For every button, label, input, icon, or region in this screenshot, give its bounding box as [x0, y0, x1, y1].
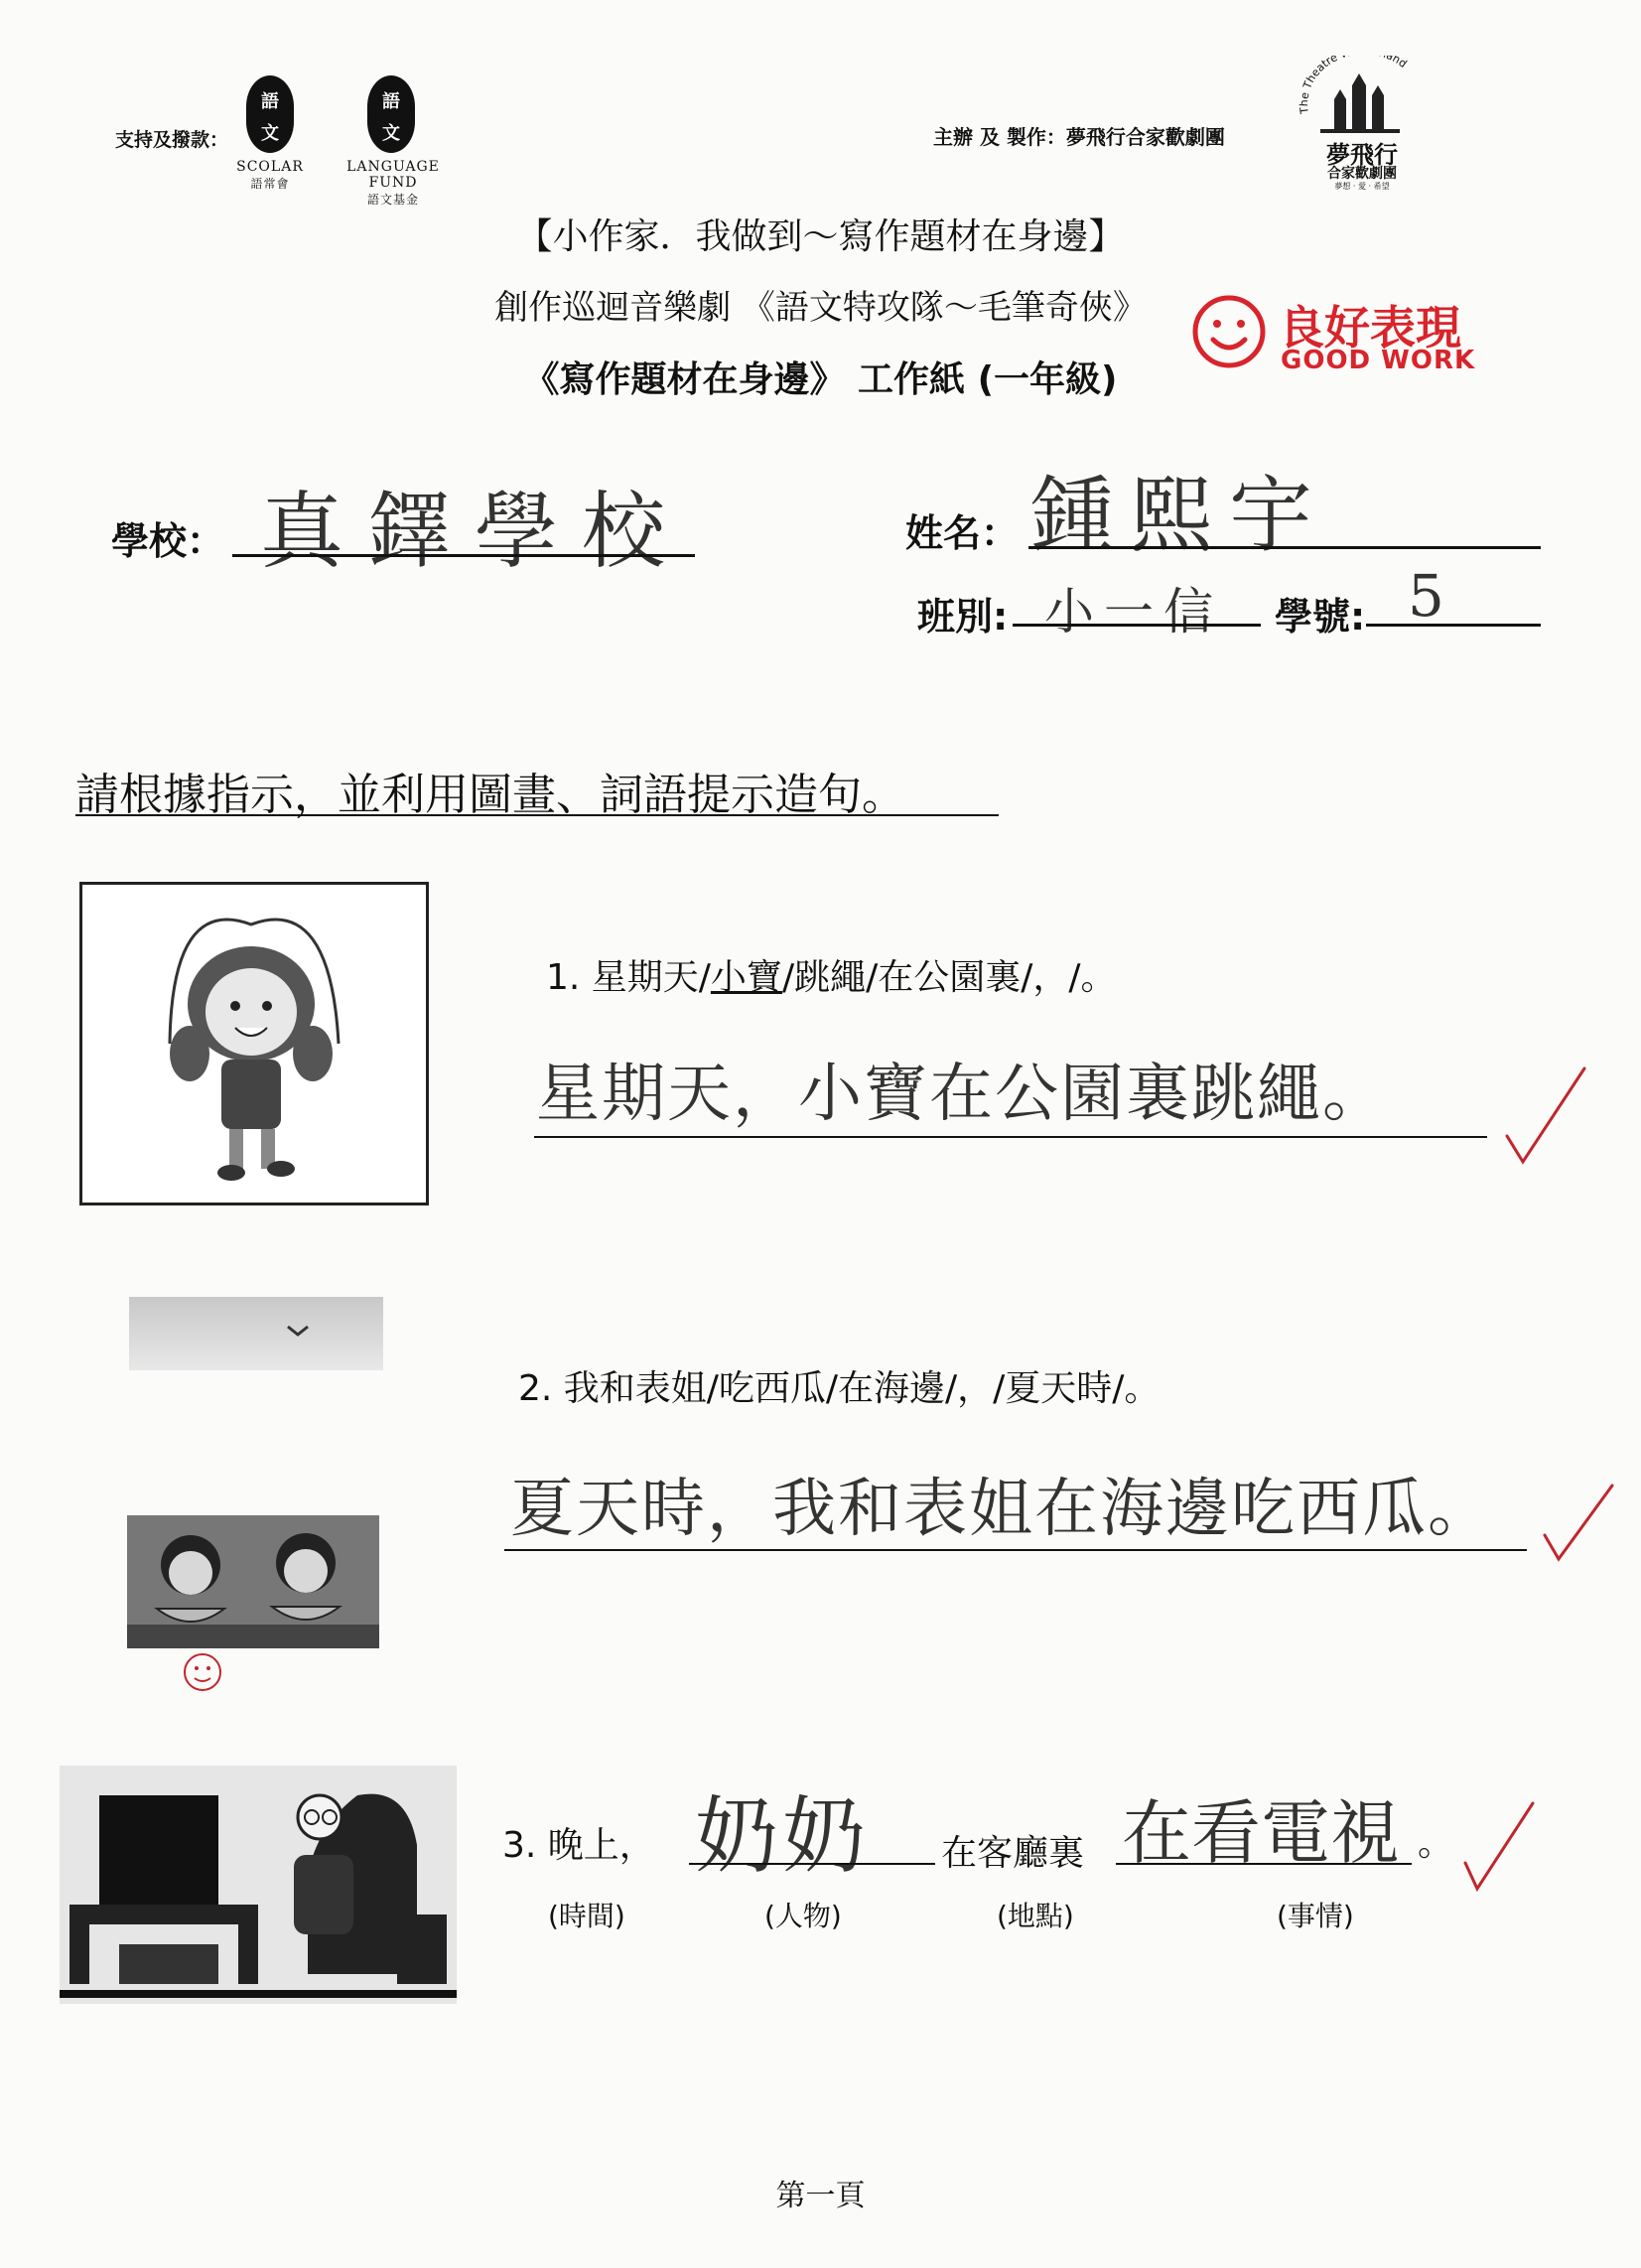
class-value[interactable]: 小一信	[1044, 583, 1223, 640]
support-label: 支持及撥款：	[115, 129, 229, 151]
troupe-logo-sub: 合家歡劇團	[1327, 166, 1397, 182]
school-value[interactable]: 真鐸學校	[260, 483, 690, 580]
school-label: 學校：	[111, 519, 225, 563]
instruction-text: 請根據指示，並利用圖畫、詞語提示造句。	[75, 770, 905, 820]
q1-answer-underline	[534, 1136, 1487, 1138]
title-line-1: 【小作家．我做到～寫作題材在身邊】	[516, 216, 1125, 257]
q3-prompt-start: 3. 晚上，	[502, 1825, 655, 1866]
school-underline	[232, 554, 695, 557]
bird-icon	[129, 1297, 383, 1370]
grandma-watching-tv-image	[60, 1766, 457, 2004]
title-line-3: 《寫作題材在身邊》 工作紙 (一年級)	[523, 359, 1118, 400]
name-value[interactable]: 鍾熙宇	[1030, 467, 1329, 564]
q3-answer-person[interactable]: 奶奶	[695, 1787, 871, 1885]
name-label: 姓名：	[905, 511, 1020, 555]
q1-prompt: 1. 星期天/小寶/跳繩/在公園裏/，/。	[546, 957, 1117, 998]
q1-illustration	[79, 882, 429, 1205]
q3-living-room-image	[60, 1766, 457, 2004]
children-eating-watermelon-image	[127, 1515, 379, 1648]
q3-check-mark-icon	[1459, 1797, 1539, 1897]
q2-beach-photo	[127, 1515, 379, 1648]
stamp-text-cn: 良好表現	[1279, 301, 1461, 354]
organiser-text: 主辦 及 製作：夢飛行合家歡劇團	[933, 125, 1225, 149]
instruction-underline	[75, 814, 999, 816]
troupe-logo	[1291, 56, 1430, 191]
q3-hint-event: (事情)	[1277, 1900, 1354, 1932]
q2-answer[interactable]: 夏天時，我和表姐在海邊吃西瓜。	[510, 1473, 1493, 1546]
number-value[interactable]: 5	[1408, 562, 1450, 630]
page-number: 第一頁	[775, 2179, 866, 2213]
language-fund-caption: LANGUAGE FUND 語文基金	[346, 159, 440, 207]
q3-event-underline	[1116, 1863, 1412, 1865]
q3-hint-time: (時間)	[548, 1900, 625, 1932]
good-work-stamp	[1191, 292, 1489, 381]
scolar-caption: SCOLAR 語常會	[236, 159, 304, 191]
language-fund-logo: 語 文	[367, 75, 415, 153]
q1-answer[interactable]: 星期天，小寶在公園裏跳繩。	[536, 1058, 1388, 1131]
q1-check-mark-icon	[1501, 1063, 1590, 1172]
class-underline	[1013, 624, 1261, 627]
number-label: 學號:	[1275, 595, 1366, 638]
q3-person-underline	[689, 1863, 935, 1865]
q3-prompt-mid: 在客廳裏	[941, 1833, 1085, 1874]
troupe-logo-arc-text: The Theatre and	[1298, 56, 1410, 115]
q2-prompt: 2. 我和表姐/吃西瓜/在海邊/，/夏天時/。	[518, 1368, 1161, 1409]
name-underline	[1028, 546, 1541, 549]
smiley-icon	[1191, 294, 1271, 373]
q3-prompt-end: 。	[1418, 1823, 1454, 1864]
troupe-logo-tag: 夢想 · 愛 · 希望	[1334, 182, 1390, 191]
q2-sky-photo	[129, 1297, 383, 1370]
q2-answer-underline	[504, 1549, 1527, 1551]
girl-skipping-rope-image	[82, 885, 426, 1203]
q3-hint-place: (地點)	[997, 1900, 1074, 1932]
class-label: 班別:	[917, 595, 1009, 638]
stamp-text-en: GOOD WORK	[1281, 346, 1476, 375]
number-underline	[1366, 624, 1541, 627]
q3-answer-event[interactable]: 在看電視	[1122, 1792, 1400, 1874]
title-line-2: 創作巡迴音樂劇 《語文特攻隊～毛筆奇俠》	[494, 288, 1147, 328]
troupe-logo-name: 夢飛行	[1326, 140, 1398, 169]
q2-check-mark-icon	[1539, 1480, 1618, 1569]
scolar-logo: 語 文	[246, 75, 294, 153]
q3-hint-person: (人物)	[764, 1900, 842, 1932]
small-smiley-icon	[175, 1648, 234, 1698]
